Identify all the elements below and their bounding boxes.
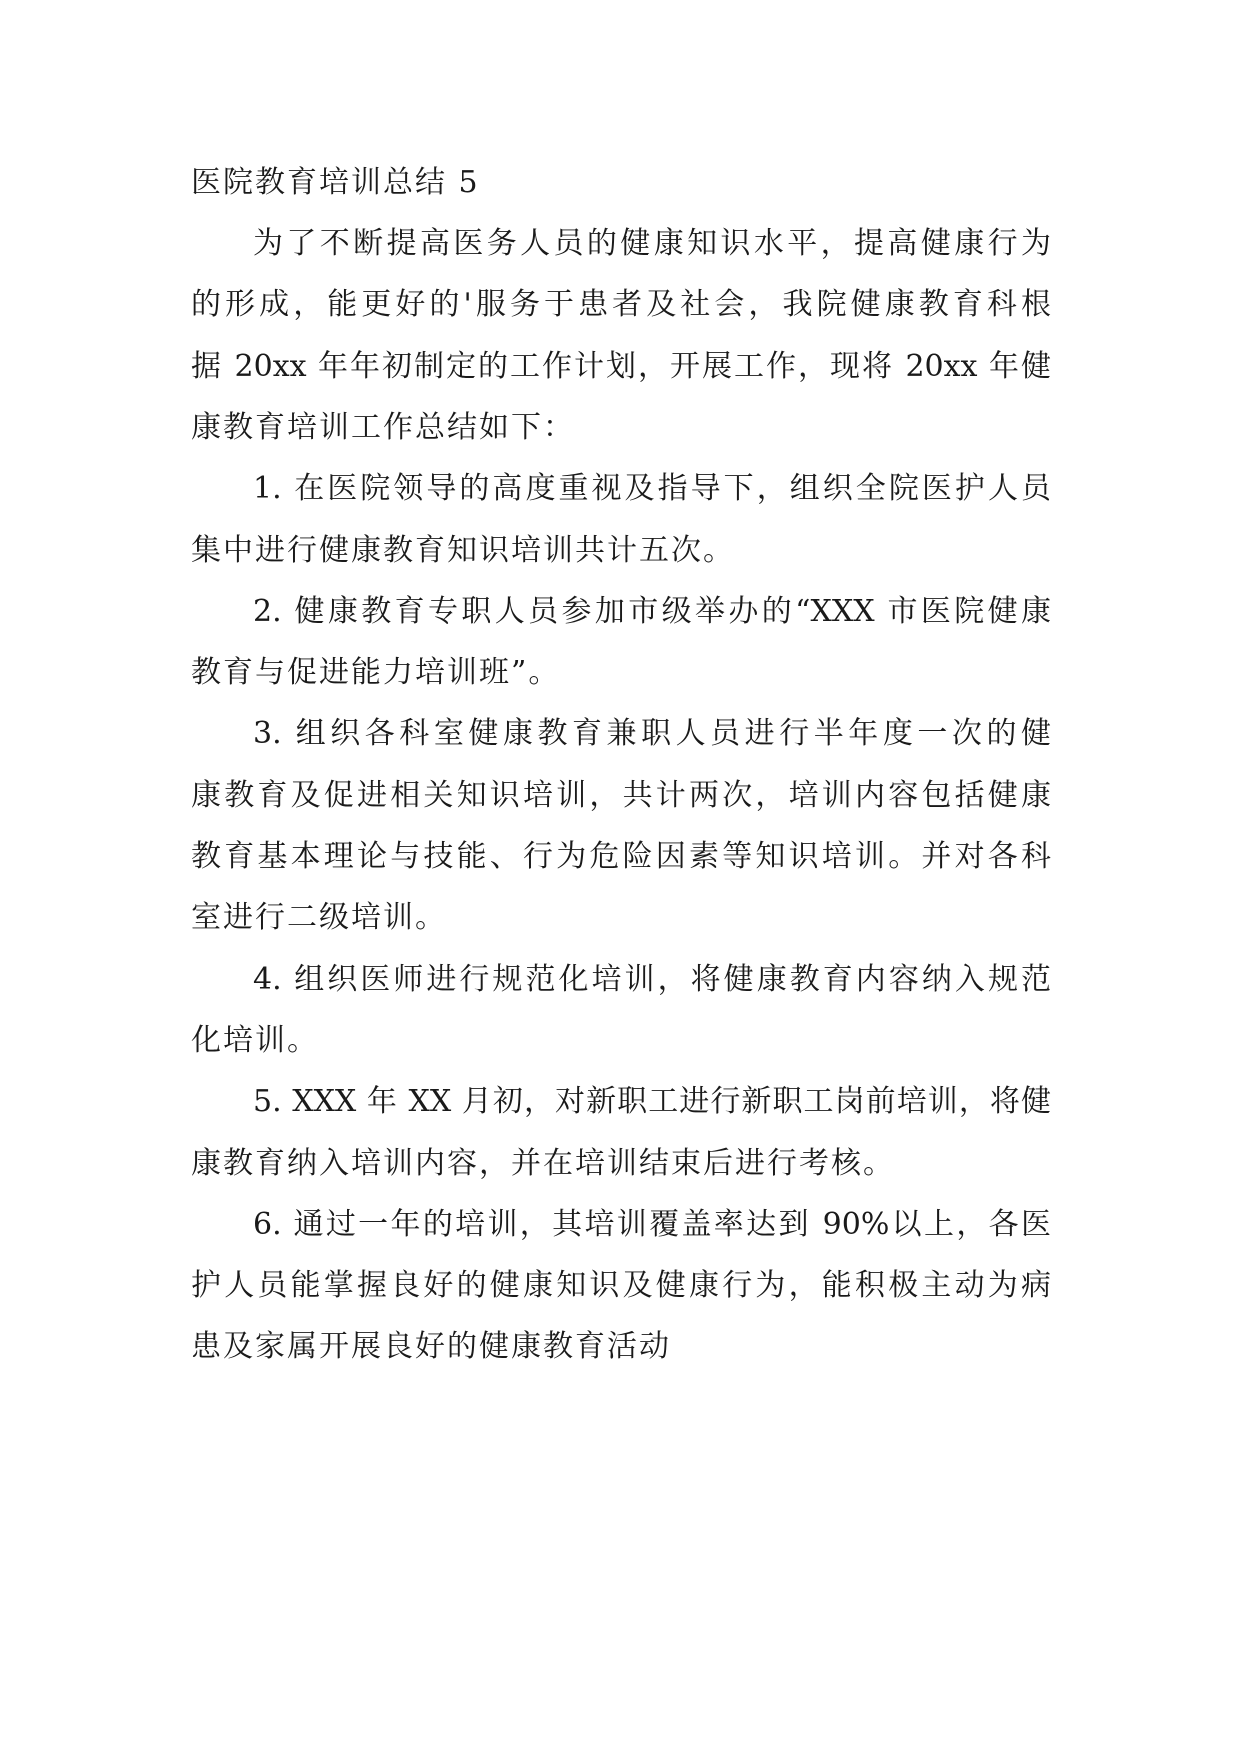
body-line: 4. 组织医师进行规范化培训，将健康教育内容纳入规范 [253, 962, 1051, 997]
body-line: 护人员能掌握良好的健康知识及健康行为，能积极主动为病 [191, 1268, 1051, 1303]
body-line: 康教育培训工作总结如下： [191, 410, 575, 445]
body-line: 为了不断提高医务人员的健康知识水平，提高健康行为 [253, 226, 1051, 261]
body-line: 室进行二级培训。 [191, 900, 447, 935]
body-line: 教育与促进能力培训班”。 [191, 655, 561, 690]
body-line: 的形成，能更好的'服务于患者及社会，我院健康教育科根 [191, 287, 1051, 322]
body-line: 1. 在医院领导的高度重视及指导下，组织全院医护人员 [253, 471, 1051, 506]
body-line: 6. 通过一年的培训，其培训覆盖率达到 90%以上，各医 [253, 1207, 1051, 1242]
body-line: 教育基本理论与技能、行为危险因素等知识培训。并对各科 [191, 839, 1051, 874]
body-line: 3. 组织各科室健康教育兼职人员进行半年度一次的健 [253, 716, 1051, 751]
body-line: 患及家属开展良好的健康教育活动 [191, 1329, 671, 1364]
body-line: 康教育纳入培训内容，并在培训结束后进行考核。 [191, 1146, 895, 1181]
body-line: 集中进行健康教育知识培训共计五次。 [191, 533, 735, 568]
document-title: 医院教育培训总结 5 [191, 165, 480, 200]
body-line: 5. XXX 年 XX 月初，对新职工进行新职工岗前培训，将健 [253, 1084, 1051, 1119]
body-line: 据 20xx 年年初制定的工作计划，开展工作，现将 20xx 年健 [191, 349, 1051, 384]
body-line: 化培训。 [191, 1023, 319, 1058]
body-line: 康教育及促进相关知识培训，共计两次，培训内容包括健康 [191, 778, 1051, 813]
body-line: 2. 健康教育专职人员参加市级举办的“XXX 市医院健康 [253, 594, 1051, 629]
